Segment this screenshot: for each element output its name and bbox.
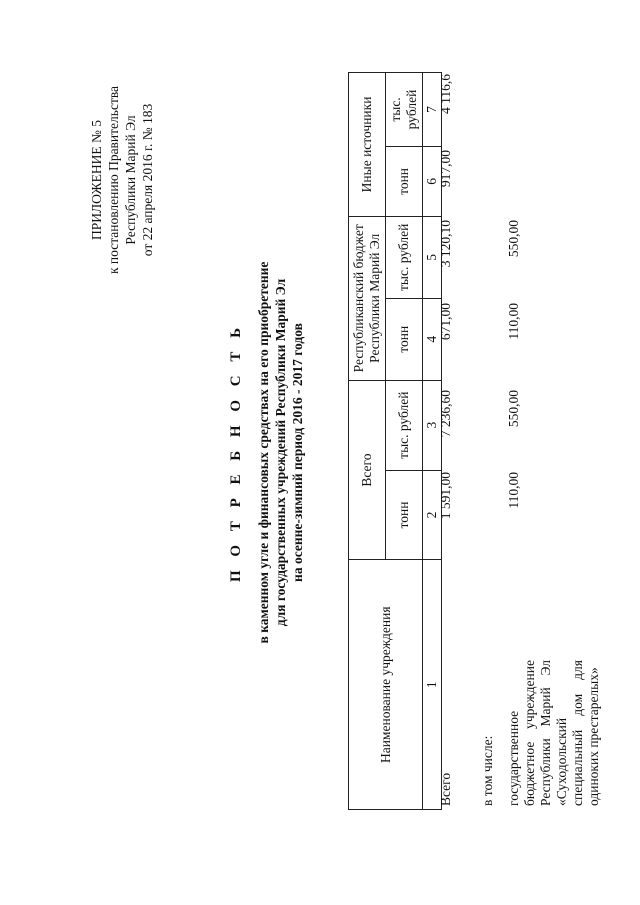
subtitle-line-3: на осенне-зимний период 2016 - 2017 годов bbox=[290, 323, 305, 582]
document-title: П О Т Р Е Б Н О С Т Ь bbox=[228, 323, 244, 583]
appendix-republic: Республики Марий Эл bbox=[123, 115, 138, 245]
unit-tons: тонн bbox=[386, 470, 423, 560]
institution-total-rub: 550,00 bbox=[506, 390, 521, 428]
republic-tons: 671,00 bbox=[438, 303, 453, 341]
subtitle-line-1: в каменном угле и финансовых средствах на его приобретение bbox=[256, 261, 271, 644]
unit-rub: тыс. рублей bbox=[386, 73, 423, 147]
column-number: 3 bbox=[423, 380, 442, 470]
table-header-row bbox=[349, 73, 386, 810]
column-number: 6 bbox=[423, 146, 442, 216]
document-heading bbox=[228, 0, 306, 905]
column-number: 4 bbox=[423, 298, 442, 380]
including-label: в том числе: bbox=[480, 735, 495, 806]
header-total: Всего bbox=[349, 380, 386, 560]
table-row-institution bbox=[506, 72, 606, 810]
including-row bbox=[480, 72, 502, 810]
institution-republic-tons: 110,00 bbox=[506, 303, 521, 340]
header-other-sources: Иные источники bbox=[349, 73, 386, 217]
column-number: 2 bbox=[423, 470, 442, 560]
appendix-date: от 22 апреля 2016 г. № 183 bbox=[140, 103, 155, 257]
unit-tons: тонн bbox=[386, 146, 423, 216]
republic-rub: 3 120,10 bbox=[438, 220, 453, 268]
institution-name: государственное бюджетное учреждение Республики Марий Эл «Суходольский специальный дом для одиноких престарелых» bbox=[506, 660, 601, 806]
unit-rub: тыс. рублей bbox=[386, 380, 423, 470]
other-rub: 4 116,6 bbox=[438, 74, 453, 114]
unit-rub: тыс. рублей bbox=[386, 216, 423, 298]
column-number: 7 bbox=[423, 73, 442, 147]
institution-total-tons: 110,00 bbox=[506, 472, 521, 509]
header-republic-budget: Республиканский бюджет Республики Марий Эл bbox=[349, 216, 386, 380]
appendix-resolution: к постановлению Правительства bbox=[106, 85, 121, 275]
column-number: 5 bbox=[423, 216, 442, 298]
unit-tons: тонн bbox=[386, 298, 423, 380]
header-institution-name: Наименование учреждения bbox=[349, 560, 423, 810]
total-rub: 7 236,60 bbox=[438, 390, 453, 438]
total-tons: 1 591,00 bbox=[438, 472, 453, 520]
table-row-total bbox=[438, 72, 460, 810]
institution-republic-rub: 550,00 bbox=[506, 220, 521, 258]
table-body bbox=[438, 72, 606, 810]
column-number: 1 bbox=[423, 560, 442, 810]
other-tons: 917,00 bbox=[438, 150, 453, 188]
subtitle-line-2: для государственных учреждений Республики Марий Эл bbox=[273, 278, 288, 627]
appendix-header bbox=[88, 30, 156, 330]
row-name: Всего bbox=[438, 772, 453, 806]
needs-table bbox=[348, 72, 442, 810]
appendix-number: ПРИЛОЖЕНИЕ № 5 bbox=[89, 119, 104, 241]
